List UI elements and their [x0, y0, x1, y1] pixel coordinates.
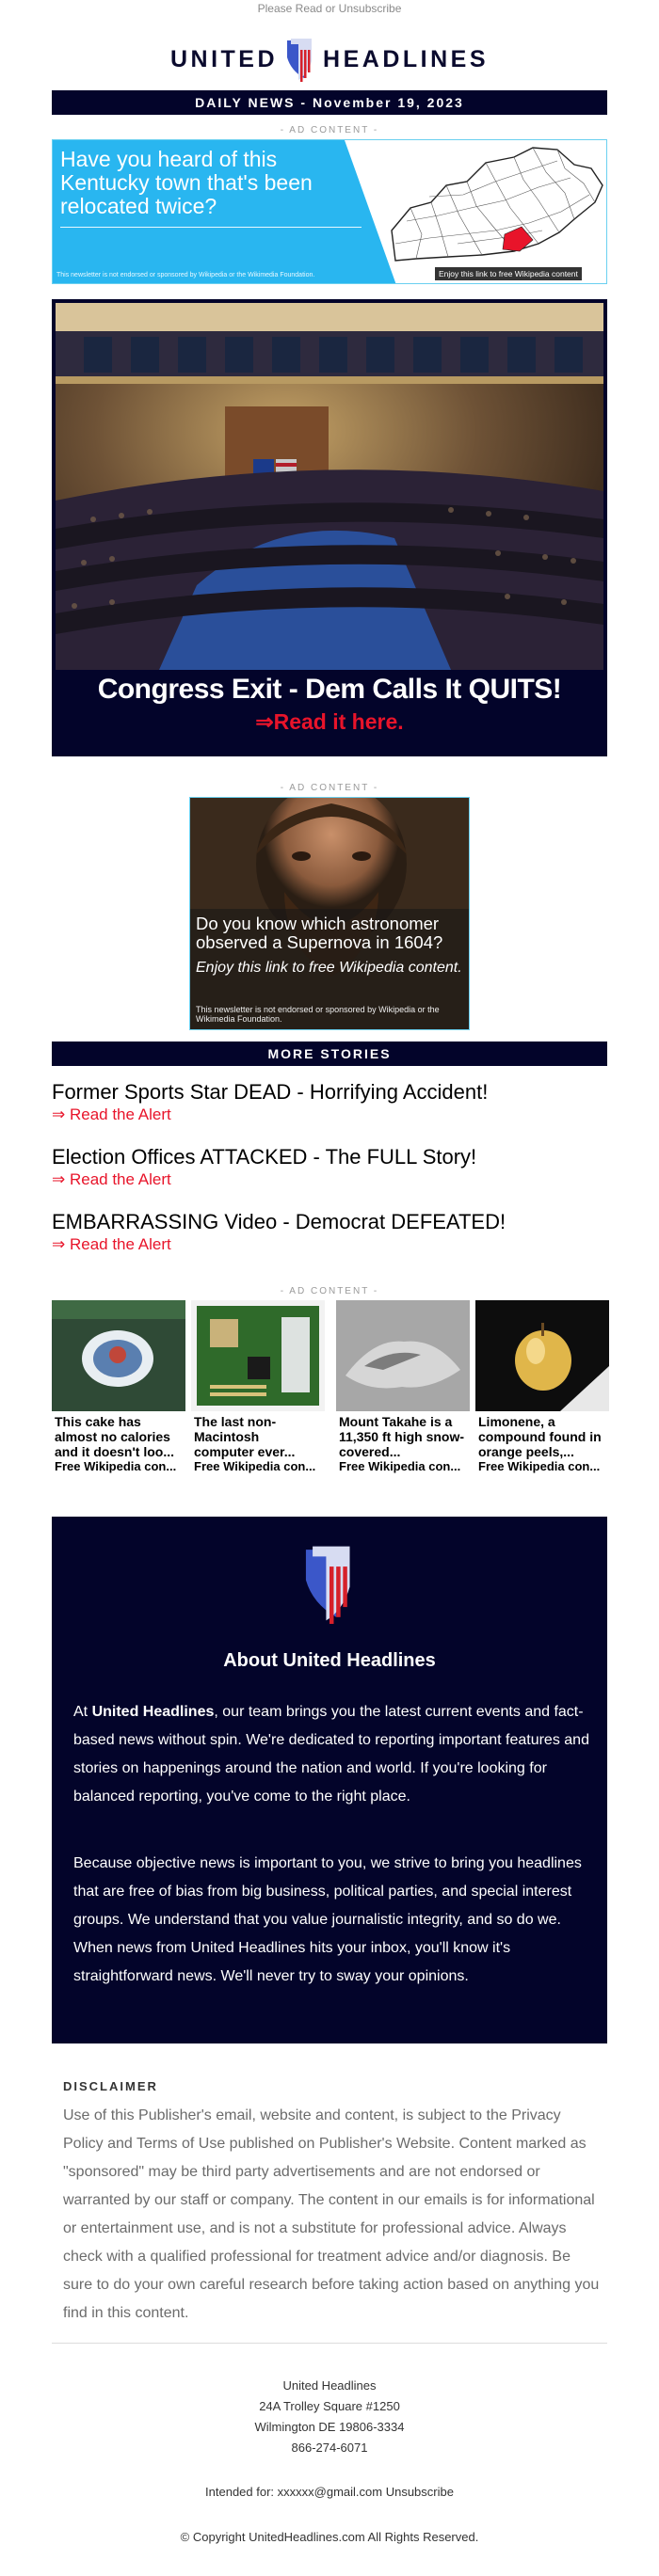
about-p1-before: At [73, 1704, 92, 1720]
apple-image [475, 1300, 609, 1411]
story-item[interactable] [52, 1210, 607, 1255]
story-item[interactable] [52, 1145, 607, 1190]
ad-kentucky-banner[interactable] [52, 139, 607, 284]
motherboard-image [191, 1300, 325, 1411]
about-paragraph-2: Because objective news is important to you, we strive to bring you headlines that are free of bias from big business, political parties, and special interest groups. We understand that you value journalistic integrity, and so do we. When news from United Headlines hits your inbox, you'll know it's straightforward news. We'll never try to sway your opinions. [73, 1855, 582, 1984]
story-title[interactable]: EMBARRASSING Video - Democrat DEFEATED! [52, 1210, 506, 1233]
ad-headline: Have you heard of this Kentucky town that's been relocated twice? [60, 147, 313, 218]
ad2-enjoy: Enjoy this link to free Wikipedia content. [196, 960, 462, 976]
thumb-caption: This cake has almost no calories and it doesn't loo... [55, 1414, 174, 1459]
thumb-card[interactable] [336, 1300, 470, 1473]
ad-enjoy-caption: Enjoy this link to free Wikipedia content [435, 267, 582, 280]
story-read-link[interactable]: ⇒ Read the Alert [52, 1235, 171, 1253]
ad-label: - AD CONTENT - [280, 125, 379, 135]
story-read-link[interactable]: ⇒ Read the Alert [52, 1105, 171, 1123]
brand-word-left: UNITED [169, 45, 279, 72]
footer-intended-text: Intended for: xxxxxx@gmail.com [205, 2485, 383, 2499]
story-title[interactable]: Former Sports Star DEAD - Horrifying Accident! [52, 1080, 489, 1104]
story-item[interactable] [52, 1080, 607, 1125]
more-stories-band: MORE STORIES [52, 1042, 607, 1066]
ad-astronomer[interactable] [189, 797, 470, 1030]
thumb-card[interactable] [52, 1300, 185, 1473]
thumb-caption: Limonene, a compound found in orange peels,... [478, 1414, 602, 1459]
footer-intended [0, 2485, 659, 2499]
ad-label: - AD CONTENT - [280, 1286, 379, 1296]
story-read-link[interactable]: ⇒ Read the Alert [52, 1170, 171, 1188]
thumb-caption: The last non-Macintosh computer ever... [194, 1414, 296, 1459]
kentucky-county-map [373, 140, 607, 284]
thumb-source: Free Wikipedia con... [194, 1459, 316, 1473]
about-title: About United Headlines [223, 1650, 436, 1671]
date-band: DAILY NEWS - November 19, 2023 [52, 90, 607, 115]
footer-divider [52, 2343, 607, 2344]
footer-phone: 866-274-6071 [291, 2441, 368, 2455]
brand-word-right: HEADLINES [323, 45, 490, 72]
thumb-source: Free Wikipedia con... [339, 1459, 461, 1473]
shield-logo-icon [285, 37, 315, 82]
mountain-image [336, 1300, 470, 1411]
sponsored-thumbnails [52, 1300, 607, 1481]
about-paragraph-1 [73, 1698, 591, 1811]
about-section [52, 1517, 607, 2043]
thumb-source: Free Wikipedia con... [55, 1459, 177, 1473]
footer-company-name: United Headlines [282, 2378, 377, 2393]
about-p1-brand: United Headlines [91, 1704, 215, 1720]
footer-address-line2: Wilmington DE 19806-3334 [254, 2420, 405, 2434]
footer-copyright: © Copyright UnitedHeadlines.com All Rights Reserved. [180, 2530, 479, 2544]
disclaimer-label: DISCLAIMER [63, 2079, 158, 2093]
ad-divider [60, 227, 362, 228]
thumb-card[interactable] [475, 1300, 609, 1473]
hero-title[interactable]: Congress Exit - Dem Calls It QUITS! [97, 674, 562, 705]
footer-address-line1: 24A Trolley Square #1250 [259, 2399, 400, 2413]
cake-image [52, 1300, 185, 1411]
thumb-caption: Mount Takahe is a 11,350 ft high snow-covered... [339, 1414, 465, 1459]
ad2-question: Do you know which astronomer observed a Supernova in 1604? [196, 914, 443, 952]
thumb-card[interactable] [191, 1300, 325, 1473]
ad2-disclaimer: This newsletter is not endorsed or sponsored by Wikipedia or the Wikimedia Foundation. [196, 1005, 440, 1024]
congress-chamber-image [56, 303, 603, 670]
ad-label: - AD CONTENT - [280, 783, 379, 793]
footer-unsubscribe-link[interactable]: Unsubscribe [385, 2485, 454, 2499]
preheader[interactable]: Please Read or Unsubscribe [257, 2, 402, 15]
story-title[interactable]: Election Offices ATTACKED - The FULL Story! [52, 1145, 477, 1169]
thumb-source: Free Wikipedia con... [478, 1459, 601, 1473]
disclaimer-body: Use of this Publisher's email, website and content, is subject to the Privacy Policy and Terms of Use published on Publisher's Website. Content marked as "sponsored" may be third party advertisements and are not endorsed or warranted by our staff or company. The content in our emails is for informational or entertainment use, and is not a substitute for professional advice. Always check with a qualified professional for treatment advice and/or diagnosis. Be sure to do your own careful research before taking action based on anything you find in this content. [63, 2107, 600, 2321]
brand-logo[interactable] [0, 36, 659, 83]
about-p1-after: , our team brings you the latest current events and fact-based news without spin. We're dedicated to reporting important features and stories on happenings around the nation and world. If you're looking for balanced reporting, you've come to the right place. [73, 1704, 589, 1805]
shield-logo-icon [299, 1543, 360, 1624]
hero-story[interactable] [52, 299, 607, 756]
hero-read-link[interactable]: ⇒Read it here. [255, 709, 404, 734]
ad-disclaimer: This newsletter is not endorsed or sponsored by Wikipedia or the Wikimedia Foundation. [56, 272, 315, 278]
